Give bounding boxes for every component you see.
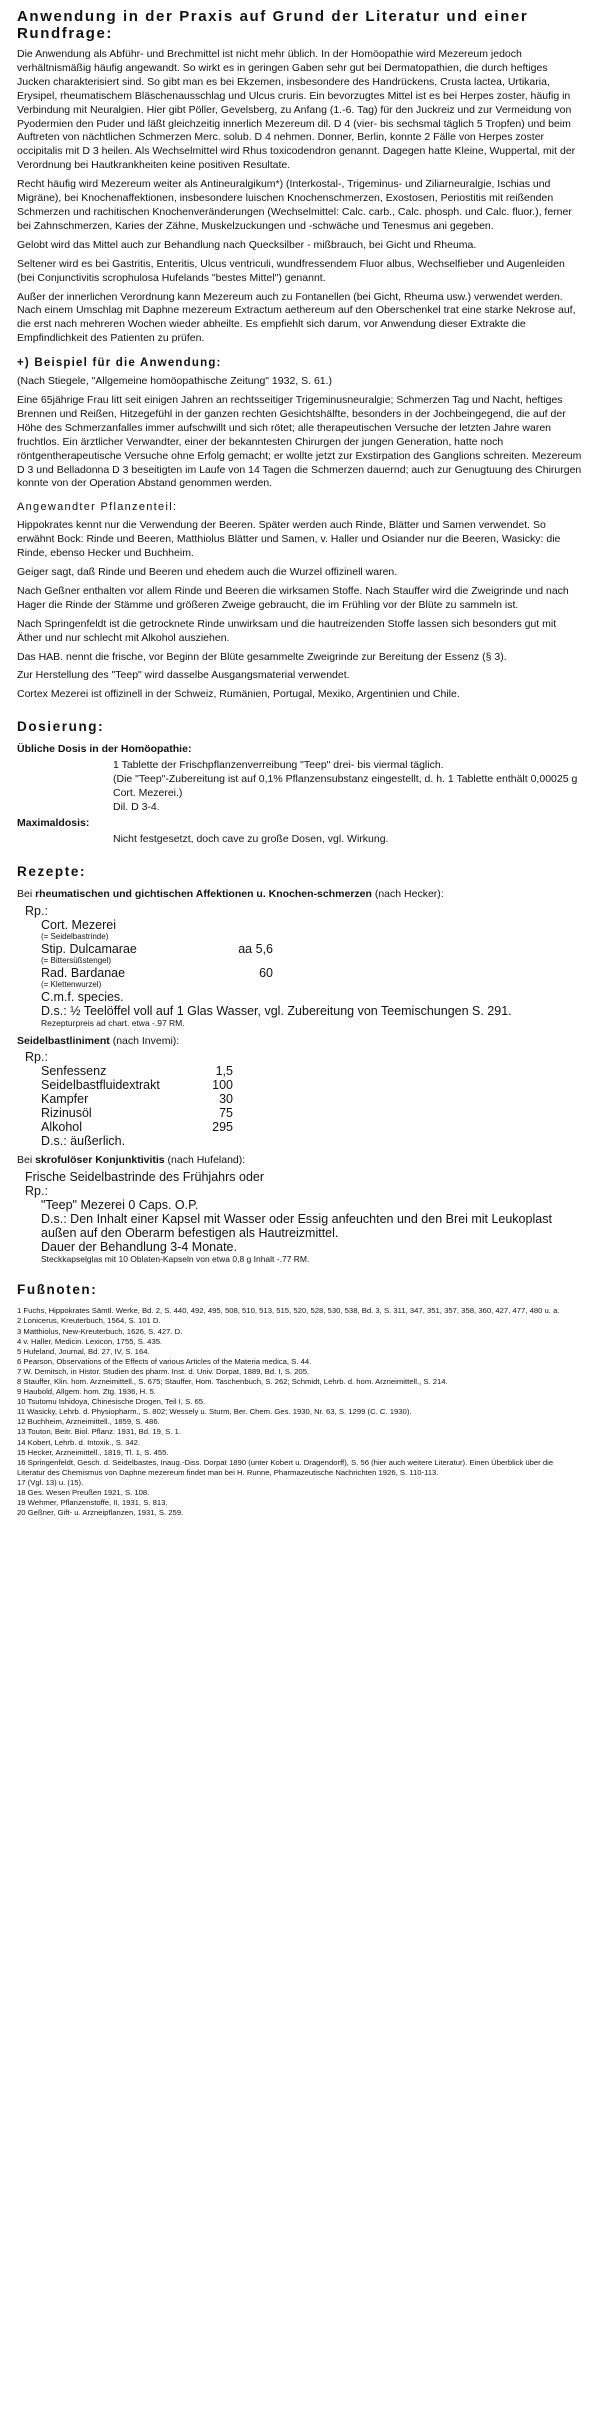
footnote-item: 11 Wasicky, Lehrb. d. Physiopharm., S. 802; Wessely u. Sturm, Ber. Chem. Ges. 1930, Nr. 63, S. 1299 (C. C. 1930). <box>17 1407 412 1417</box>
recipe-cmf: C.m.f. species. <box>41 989 124 1004</box>
recipe-indication: Seidelbastliniment <box>17 1034 110 1047</box>
intro-paragraph: Recht häufig wird Mezereum weiter als Antineuralgikum*) (Interkostal-, Trigeminus- und Ziliarneuralgie, Ischias und Migräne), bei Knochenaffektionen, insbesondere luischen Knochenschmerzen, Exostosen, Periostitis mit reißenden Schmerzen und rachitischen Knochenveränderungen (Wechselmittel: Calc. carb., Calc. phosph. und Calc. fluor.), ferner bei Zahnschmerzen, Karies der Zähne, Muskelzuckungen und -schwäche und Tenesmus ani gegeben. <box>17 178 572 232</box>
ingredient-note: (= Klettenwurzel) <box>41 979 102 989</box>
ingredient-row: Senfessenz 1,5 <box>41 1064 233 1079</box>
ingredient-note: (= Seidelbastrinde) <box>41 931 109 941</box>
plant-part-heading: Angewandter Pflanzenteil: <box>17 501 178 514</box>
ingredient-row: Kampfer 30 <box>41 1092 233 1107</box>
footnote-item: 9 Haubold, Allgem. hom. Ztg. 1936, H. 5. <box>17 1387 156 1397</box>
recipe-signature: D.s.: äußerlich. <box>41 1134 126 1149</box>
max-dose-text: Nicht festgesetzt, doch cave zu große Dosen, vgl. Wirkung. <box>113 832 389 845</box>
plant-part-paragraph: Nach Geßner enthalten vor allem Rinde und Beeren die wirksamen Stoffe. Nach Stauffer wird die Zweigrinde und nach Hager die Rinde der Stämme und größeren Zweige gebraucht, die im Frühling vor der Blüte zu sammeln ist. <box>17 584 569 611</box>
footnote-item: 2 Lonicerus, Kreuterbuch, 1564, S. 101 D. <box>17 1316 161 1326</box>
ingredient-row: Alkohol 295 <box>41 1120 233 1135</box>
example-case: Eine 65jährige Frau litt seit einigen Jahren an rechtsseitiger Trigeminusneuralgie; Schmerzen Tag und Nacht, heftiges Brennen und Reißen, Hitzegefühl in der ganzen rechten Gesichtshälfte, besonders in der Jochbeingegend, die auf der Höhe des Schmerzanfalles immer aufschwillt und sich rötet; alle therapeutischen Versuche der letzten Jahre waren fruchtlos. Ein ärztlicher Verwandter, einer der bekanntesten Chirurgen der jungen Generation, hatte noch röntgentherapeutische Versuche ohne Erfolg gemacht; er wollte jetzt zur Exstirpation des Ganglions schreiten. Mezereum D 3 und Belladonna D 3 beseitigten im Laufe von 14 Tagen die Schmerzen dauernd; auch zur Genugtuung des Chirurgen konnte von der Operation Abstand genommen werden. <box>17 394 582 490</box>
footnote-item: 6 Pearson, Observations of the Effects of various Articles of the Materia medica, S. 44. <box>17 1356 312 1366</box>
plant-part-paragraph: Hippokrates kennt nur die Verwendung der Beeren. Später werden auch Rinde, Blätter und Samen verwendet. So erwähnt Bock: Rinde und Beeren, Matthiolus Blätter und Samen, v. Haller und Osiander nur die Beeren, Wasicky: die Rinde, ebenso Hecker und Buchheim. <box>17 519 561 560</box>
recipe-liniment <box>17 1035 583 1149</box>
intro-paragraph: Die Anwendung als Abführ- und Brechmittel ist nicht mehr üblich. In der Homöopathie wird Mezereum jedoch verhältnismäßig häufig angewandt. So wirkt es in geringen Gaben sehr gut bei Dermatopathien, die durch heftiges Jucken charakterisiert sind. So gibt man es bei Ekzemen, insbesondere des Handrückens, Crusta lactea, Urtikaria, Erysipel, rheumatischem Bläschenausschlag und Ulcus cruris. Ein bevorzugtes Mittel ist es bei Herpes zoster, häufig in Verbindung mit Neuralgien. Hier gibt Pöller, Gevelsberg, zu Anfang (1.-6. Tag) für den Juckreiz und zur Vermeidung von Pyodermien den Puder und läßt gleichzeitig innerlich Mezereum dil. D 4 (vier- bis sechsmal täglich 5 Tropfen) und beim Auftreten von nächtlichen Schmerzen Merc. solub. D 4 nehmen. Donner, Berlin, konnte 2 Fälle von Herpes zoster occipitalis mit D 3 heilen. Als Wechselmittel wird Rhus toxicodendron genannt. Dagegen hatte Kleine, Wuppertal, mit der Verordnung bei Hautkrankheiten keine positiven Resultate. <box>17 48 576 172</box>
intro-paragraph: Seltener wird es bei Gastritis, Enteritis, Ulcus ventriculi, wundfressendem Fluor albus, Wechselfieber und Augenleiden (bei Conjunctivitis scrophulosa Hufelands "bestes Mittel") genannt. <box>17 257 565 284</box>
plant-part-section <box>17 501 583 702</box>
ingredient-note: (= Bittersüßstengel) <box>41 955 112 965</box>
footnote-item: 8 Stauffer, Klin. hom. Arzneimittell., S. 675; Stauffer, Hom. Taschenbuch, S. 262; Schmidt, Lehrb. d. hom. Arzneimittell., S. 214. <box>17 1376 448 1386</box>
usual-dose-label: Übliche Dosis in der Homöopathie: <box>17 743 192 756</box>
footnote-item: 4 v. Haller, Medicin. Lexicon, 1755, S. 435. <box>17 1336 163 1346</box>
rp-label: Rp.: <box>25 1050 48 1065</box>
intro-paragraph: Außer der innerlichen Verordnung kann Mezereum auch zu Fontanellen (bei Gicht, Rheuma usw.) verwendet werden. Nach einem Umschlag mit Daphne mezereum Extractum aethereum auf den Oberschenkel trat eine starke Nekrose auf, die erst nach mehreren Wochen wieder abheilte. Es empfiehlt sich darum, vor Anwendung dieser Extrakte die Empfindlichkeit des Patienten zu prüfen. <box>17 290 576 345</box>
plant-part-paragraph: Das HAB. nennt die frische, vor Beginn der Blüte gesammelte Zweigrinde zur Bereitung der Essenz (§ 3). <box>17 650 507 663</box>
footnote-item: 1 Fuchs, Hippokrates Sämtl. Werke, Bd. 2, S. 440, 492, 495, 508, 510, 513, 515, 520, 528, 530, 538, Bd. 3, S. 311, 347, 351, 357, 358, 360, 427, 477, 480 u. a. <box>17 1306 560 1316</box>
usual-dose-line: (Die "Teep"-Zubereitung ist auf 0,1% Pflanzensubstanz eingestellt, d. h. 1 Tablette enthält 0,00025 g Cort. Mezerei.) <box>113 773 578 799</box>
footnote-item: 3 Matthiolus, New-Kreuterbuch, 1626, S. 427. D. <box>17 1326 183 1336</box>
footnote-item: 5 Hufeland, Journal, Bd. 27, IV, S. 164. <box>17 1346 150 1356</box>
recipe-price: Rezepturpreis ad chart. etwa -.97 RM. <box>41 1017 185 1028</box>
rp-label: Rp.: <box>25 903 48 918</box>
footnote-item: 17 (Vgl. 13) u. (15). <box>17 1477 84 1487</box>
recipe-duration: Dauer der Behandlung 3-4 Monate. <box>41 1240 237 1255</box>
recipe-header: Bei skrofulöser Konjunktivitis (nach Hufeland): <box>17 1154 246 1167</box>
ingredient-row: Rad. Bardanae 60 <box>41 965 273 980</box>
recipe-price: Steckkapselglas mit 10 Oblaten-Kapseln von etwa 0,8 g Inhalt -.77 RM. <box>41 1254 310 1265</box>
footnote-item: 16 Springenfeldt, Gesch. d. Seidelbastes, Inaug.-Diss. Dorpat 1890 (unter Kobert u. Dragendorff), S. 56 (hier auch weitere Literatur). Einen Überblick über die Literatur des Chemismus von Daphne mezereum findet man bei H. Runne, Pharmazeutische Nachrichten 1926, S. 110-113. <box>17 1457 554 1477</box>
example-heading: +) Beispiel für die Anwendung: <box>17 357 222 370</box>
dosage-section <box>17 718 583 846</box>
recipe-conjunctivitis <box>17 1154 583 1265</box>
intro-section <box>17 48 583 346</box>
ingredient-row: Cort. Mezerei <box>41 917 117 932</box>
footnote-item: 18 Ges. Wesen Preußen 1921, S. 108. <box>17 1488 150 1497</box>
recipe-signature: D.s.: ½ Teelöffel voll auf 1 Glas Wasser, vgl. Zubereitung von Teemischungen S. 291. <box>41 1003 512 1018</box>
max-dose-label: Maximaldosis: <box>17 816 90 829</box>
recipe-rheuma <box>17 888 583 1029</box>
recipe-indication: rheumatischen und gichtischen Affektionen u. Knochen-schmerzen <box>35 887 372 900</box>
recipes-heading: Rezepte: <box>17 863 87 879</box>
plant-part-paragraph: Geiger sagt, daß Rinde und Beeren und ehedem auch die Wurzel offizinell waren. <box>17 566 398 578</box>
plant-part-paragraph: Nach Springenfeldt ist die getrocknete Rinde unwirksam und die hautreizenden Stoffe lassen sich besonders gut mit Äther und nur schlecht mit Alkohol ausziehen. <box>17 617 557 644</box>
rp-label: Rp.: <box>25 1184 48 1199</box>
usual-dose-block <box>17 759 583 815</box>
footnote-item: 14 Kobert, Lehrb. d. Intoxik., S. 342. <box>17 1437 141 1447</box>
plant-part-paragraph: Cortex Mezerei ist offizinell in der Schweiz, Rumänien, Portugal, Mexiko, Argentinien und Chile. <box>17 688 460 701</box>
plant-part-paragraph: Zur Herstellung des "Teep" wird dasselbe Ausgangsmaterial verwendet. <box>17 669 350 682</box>
usual-dose-line: 1 Tablette der Frischpflanzenverreibung "Teep" drei- bis viermal täglich. <box>113 759 444 772</box>
footnote-item: 7 W. Demitsch, in Histor. Studien des pharm. Inst. d. Univ. Dorpat, 1889, Bd. I, S. 205. <box>17 1366 310 1376</box>
recipe-signature: D.s.: Den Inhalt einer Kapsel mit Wasser oder Essig anfeuchten und den Brei mit Leukoplast außen auf den Oberarm befestigen als Hautreizmittel. <box>41 1212 552 1241</box>
max-dose-block <box>17 833 583 847</box>
footnote-item: 12 Buchheim, Arzneimittell., 1859, S. 486. <box>17 1417 160 1427</box>
ingredient-row: Rizinusöl 75 <box>41 1106 233 1121</box>
dosage-heading: Dosierung: <box>17 719 105 735</box>
footnote-item: 19 Wehmer, Pflanzenstoffe, II, 1931, S. 813. <box>17 1498 168 1508</box>
footnotes-section <box>17 1281 583 1518</box>
footnotes-list <box>17 1306 583 1518</box>
ingredient-row: "Teep" Mezerei 0 Caps. O.P. <box>41 1198 199 1213</box>
footnote-item: 15 Hecker, Arzneimittell., 1819, Tl. 1, S. 455. <box>17 1447 169 1457</box>
footnote-item: 13 Touton, Beitr. Biol. Pflanz. 1931, Bd. 19, S. 1. <box>17 1427 181 1437</box>
footnote-item: 20 Geßner, Gift- u. Arzneipflanzen, 1931, S. 259. <box>17 1508 184 1518</box>
example-section <box>17 356 583 491</box>
ingredient-row: Stip. Dulcamarae aa 5,6 <box>41 941 273 956</box>
document-title: Anwendung in der Praxis auf Grund der Literatur und einer Rundfrage: <box>17 8 529 42</box>
recipe-header: Seidelbastliniment (nach Invemi): <box>17 1034 180 1047</box>
recipe-indication: skrofulöser Konjunktivitis <box>35 1154 165 1167</box>
usual-dose-line: Dil. D 3-4. <box>113 800 160 813</box>
footnote-item: 10 Tsutomu Ishidoya, Chinesische Drogen, Teil I, S. 65. <box>17 1397 206 1407</box>
example-source: (Nach Stiegele, "Allgemeine homöopathische Zeitung" 1932, S. 61.) <box>17 375 333 388</box>
ingredient-row: Seidelbastfluidextrakt 100 <box>41 1078 233 1093</box>
recipe-header: Bei rheumatischen und gichtischen Affektionen u. Knochen-schmerzen (nach Hecker): <box>17 887 444 900</box>
intro-paragraph: Gelobt wird das Mittel auch zur Behandlung nach Quecksilber - mißbrauch, bei Gicht und Rheuma. <box>17 238 477 251</box>
footnotes-heading: Fußnoten: <box>17 1282 98 1298</box>
recipe-intro: Frische Seidelbastrinde des Frühjahrs oder <box>25 1170 265 1185</box>
recipes-section <box>17 863 583 1266</box>
